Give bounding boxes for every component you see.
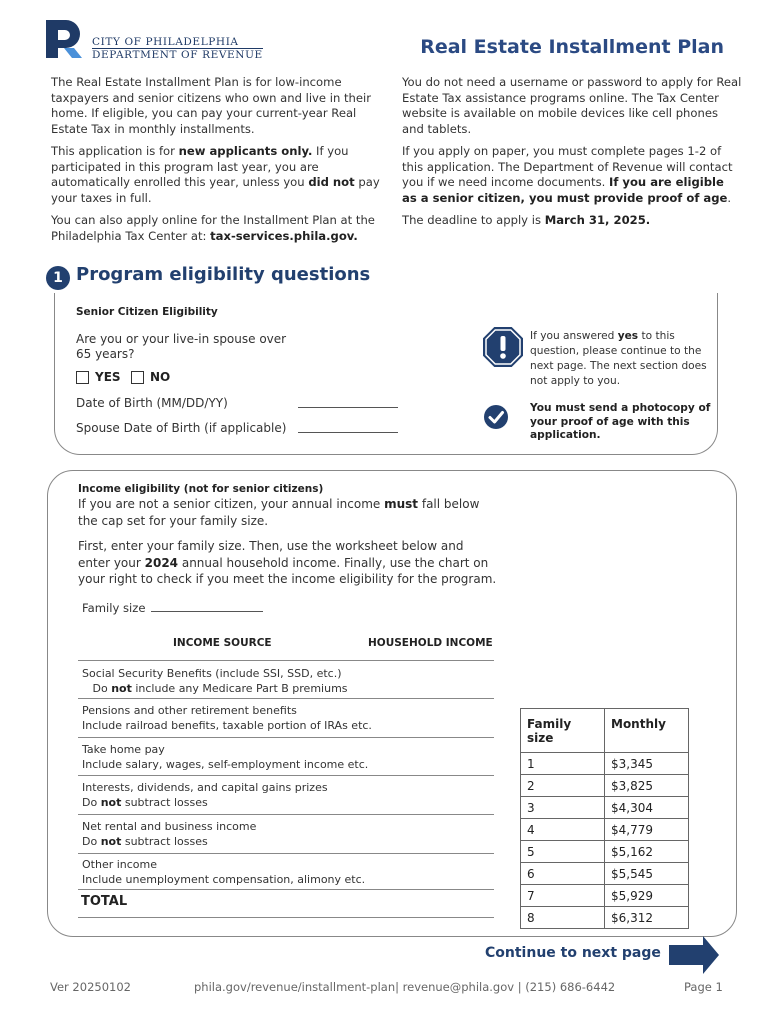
income-row-rental[interactable]: Net rental and business income Do not subtract losses [82,820,257,848]
total-field[interactable] [78,917,494,918]
household-income-header: HOUSEHOLD INCOME [368,637,493,649]
dob-label: Date of Birth (MM/DD/YY) [76,396,228,410]
continue-label: Continue to next page [485,945,661,961]
senior-age-question: Are you or your live-in spouse over 65 years? [76,332,287,361]
intro-left-p3: You can also apply online for the Installment Plan at the Philadelphia Tax Center at: tax-services.phila.gov. [51,213,375,243]
table-row: 8 $6,312 [521,907,689,929]
income-row-social-security[interactable]: Social Security Benefits (include SSI, SSD, etc.) Do not include any Medicare Part B premiums [82,667,348,695]
arrow-right-icon [669,936,719,974]
intro-right-p2: If you apply on paper, you must complete pages 1-2 of this application. The Department of Revenue will contact you if we need income documents. If you are eligible as a senior citizen, you must provide proof of age. [402,144,733,205]
org-line2: DEPARTMENT OF REVENUE [92,49,263,61]
dob-field[interactable] [298,407,398,408]
tax-center-link[interactable]: tax-services.phila.gov. [210,228,358,243]
org-name [92,36,263,61]
senior-eligibility-label: Senior Citizen Eligibility [76,306,218,318]
income-eligibility-label: Income eligibility (not for senior citizens) [78,483,324,495]
spouse-dob-field[interactable] [298,432,398,433]
checkmark-badge-icon [483,404,509,430]
senior-yes-note: If you answered yes to this question, please continue to the next page. The next section does not apply to you. [530,330,707,387]
income-row-take-home-pay[interactable]: Take home pay Include salary, wages, self-employment income etc. [82,743,369,771]
family-size-input[interactable] [151,601,263,612]
philadelphia-r-logo-icon [44,18,84,60]
total-label: TOTAL [81,894,128,909]
income-cap-table [520,708,689,929]
intro-left-p2: This application is for new applicants only. If you participated in this program last year, you are automatically enrolled this year, unless you did not pay your taxes in full. [51,144,380,205]
table-row: 5 $5,162 [521,841,689,863]
worksheet-divider [78,775,494,776]
page-number: Page 1 [684,980,723,994]
table-row: 3 $4,304 [521,797,689,819]
table-row: 7 $5,929 [521,885,689,907]
stop-exclamation-icon [482,326,524,368]
intro-right-p1: You do not need a username or password to apply for Real Estate Tax assistance programs online. The Tax Center website is available on mobile devices like cell phones and tablets. [402,75,742,136]
worksheet-divider [78,698,494,699]
table-row: 1 $3,345 [521,753,689,775]
section-number-badge: 1 [46,266,70,290]
worksheet-divider [78,889,494,890]
intro-right-column [402,75,742,236]
no-option[interactable] [131,370,170,384]
table-row: 2 $3,825 [521,775,689,797]
cap-table-family-size-header: Family size [521,709,605,753]
document-title: Real Estate Installment Plan [420,36,724,58]
family-size-field[interactable]: Family size [82,601,263,615]
section-title: Program eligibility questions [76,264,371,285]
table-row: 4 $4,779 [521,819,689,841]
version-label: Ver 20250102 [50,980,131,994]
cap-table-monthly-header: Monthly [605,709,689,753]
income-cap-text: If you are not a senior citizen, your annual income must fall below the cap set for your family size. [78,497,480,528]
yes-option[interactable] [76,370,121,384]
contact-info: phila.gov/revenue/installment-plan| revenue@phila.gov | (215) 686-6442 [194,980,616,994]
org-line1: CITY OF PHILADELPHIA [92,36,239,48]
no-label: NO [150,370,171,384]
yes-checkbox[interactable] [76,371,89,384]
spouse-dob-label: Spouse Date of Birth (if applicable) [76,421,287,435]
income-source-header: INCOME SOURCE [173,637,272,649]
income-instructions-text: First, enter your family size. Then, use the worksheet below and enter your 2024 annual household income. Finally, use the chart on your right to check if you meet the income eligibility for the program. [78,539,497,586]
intro-right-p3: The deadline to apply is March 31, 2025. [402,213,651,227]
worksheet-divider [78,814,494,815]
income-row-pensions[interactable]: Pensions and other retirement benefits Include railroad benefits, taxable portion of IRAs etc. [82,704,372,732]
worksheet-divider [78,853,494,854]
proof-of-age-note: You must send a photocopy of your proof of age with this application. [530,402,711,441]
yes-label: YES [95,370,121,384]
income-row-other[interactable]: Other income Include unemployment compensation, alimony etc. [82,858,366,886]
table-row: 6 $5,545 [521,863,689,885]
intro-left-p1: The Real Estate Installment Plan is for low-income taxpayers and senior citizens who own and live in their home. If eligible, you can pay your current-year Real Estate Tax in monthly installments. [51,75,372,136]
intro-left-column [51,75,381,251]
income-row-interests[interactable]: Interests, dividends, and capital gains prizes Do not subtract losses [82,781,328,809]
worksheet-divider [78,660,494,661]
no-checkbox[interactable] [131,371,144,384]
worksheet-divider [78,737,494,738]
